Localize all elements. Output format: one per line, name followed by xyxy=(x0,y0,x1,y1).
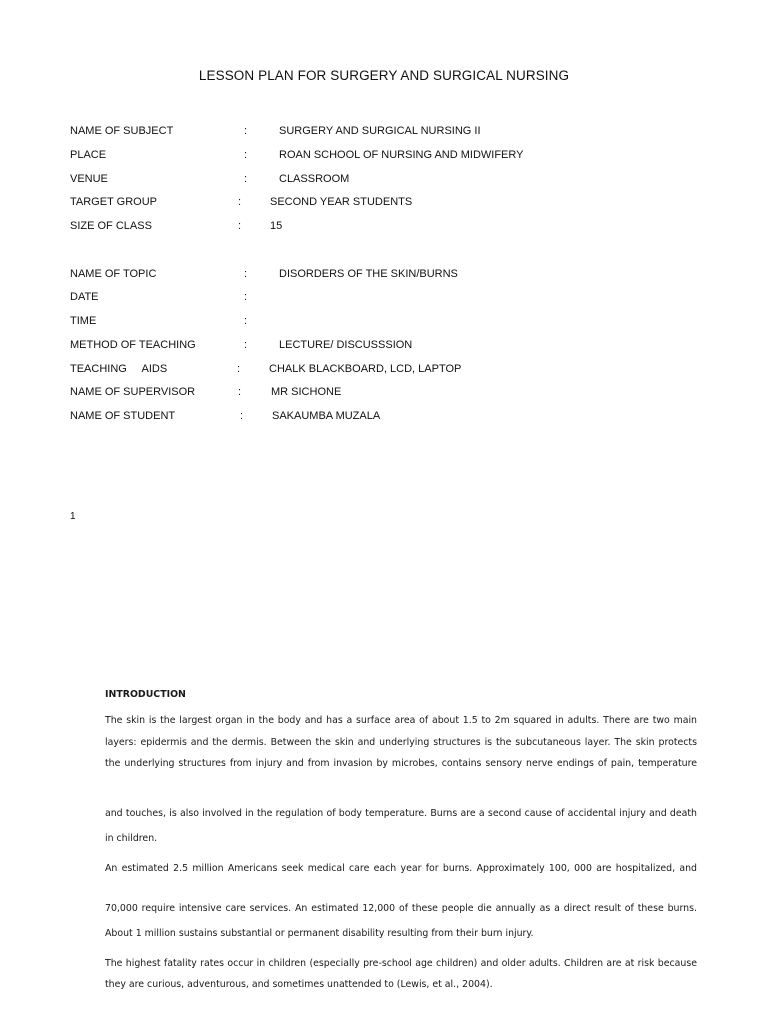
page-number: 1 xyxy=(70,511,76,522)
field-value: CHALK BLACKBOARD, LCD, LAPTOP xyxy=(269,363,462,375)
field-separator: : xyxy=(237,363,241,375)
field-separator: : xyxy=(238,220,242,232)
paragraph-line: in children. xyxy=(105,833,158,844)
field-separator: : xyxy=(240,410,244,422)
paragraph-line: The highest fatality rates occur in children (especially pre-school age children) and older adults. Children are at risk because xyxy=(105,958,697,969)
field-separator: : xyxy=(244,315,248,327)
field-label: VENUE xyxy=(70,173,108,185)
paragraph-line: layers: epidermis and the dermis. Between the skin and underlying structures is the subcutaneous layer. The skin protects xyxy=(105,737,697,748)
section-heading: INTRODUCTION xyxy=(105,689,186,700)
field-separator: : xyxy=(244,149,248,161)
field-label: PLACE xyxy=(70,149,107,161)
field-separator: : xyxy=(238,386,242,398)
field-label: NAME OF TOPIC xyxy=(70,268,157,280)
field-value: MR SICHONE xyxy=(271,386,342,398)
field-value: 15 xyxy=(270,220,283,232)
paragraph-line: 70,000 require intensive care services. An estimated 12,000 of these people die annually as a direct result of these burns. xyxy=(105,903,697,914)
field-separator: : xyxy=(244,291,248,303)
field-value: SECOND YEAR STUDENTS xyxy=(270,196,413,208)
field-label: NAME OF SUPERVISOR xyxy=(70,386,196,398)
paragraph-line: About 1 million sustains substantial or permanent disability resulting from their burn injury. xyxy=(105,928,534,939)
field-separator: : xyxy=(238,196,242,208)
paragraph-line: The skin is the largest organ in the body and has a surface area of about 1.5 to 2m squared in adults. There are two main xyxy=(105,715,697,726)
field-label: METHOD OF TEACHING xyxy=(70,339,196,351)
paragraph-line: An estimated 2.5 million Americans seek medical care each year for burns. Approximately 100, 000 are hospitalized, and xyxy=(105,863,697,874)
field-value: CLASSROOM xyxy=(279,173,350,185)
field-label: DATE xyxy=(70,291,99,303)
field-label: SIZE OF CLASS xyxy=(70,220,152,232)
field-value: SURGERY AND SURGICAL NURSING II xyxy=(279,125,481,137)
field-label: TIME xyxy=(70,315,97,327)
paragraph-line: they are curious, adventurous, and sometimes unattended to (Lewis, et al., 2004). xyxy=(105,979,493,990)
field-label: TARGET GROUP xyxy=(70,196,157,208)
field-label: NAME OF SUBJECT xyxy=(70,125,174,137)
field-value: DISORDERS OF THE SKIN/BURNS xyxy=(279,268,458,280)
field-label: TEACHING AIDS xyxy=(70,363,168,375)
field-value: LECTURE/ DISCUSSSION xyxy=(279,339,413,351)
field-label: NAME OF STUDENT xyxy=(70,410,176,422)
paragraph-line: and touches, is also involved in the regulation of body temperature. Burns are a second cause of accidental injury and death xyxy=(105,808,697,819)
document-title: LESSON PLAN FOR SURGERY AND SURGICAL NURSING xyxy=(198,68,570,83)
field-separator: : xyxy=(244,339,248,351)
field-value: SAKAUMBA MUZALA xyxy=(272,410,381,422)
field-value: ROAN SCHOOL OF NURSING AND MIDWIFERY xyxy=(279,149,524,161)
field-separator: : xyxy=(244,173,248,185)
paragraph-line: the underlying structures from injury and from invasion by microbes, contains sensory nerve endings of pain, temperature xyxy=(105,758,697,769)
field-separator: : xyxy=(244,125,248,137)
field-separator: : xyxy=(244,268,248,280)
